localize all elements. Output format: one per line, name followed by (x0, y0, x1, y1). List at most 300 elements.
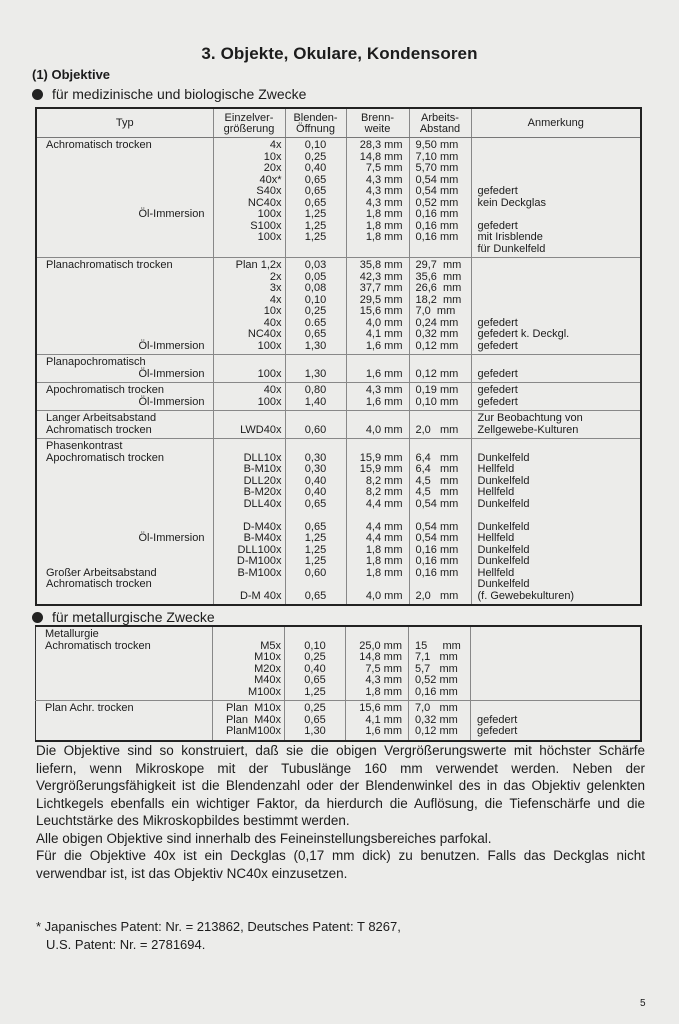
focal-length: 4,3 mm (365, 173, 403, 186)
objective-type (46, 272, 210, 284)
focal-length: 42,3 mm (359, 270, 403, 283)
remark-cell (471, 411, 641, 439)
magnification: 10x (263, 305, 282, 317)
magnification: 10x (263, 150, 282, 163)
magnification: B-M10x (243, 463, 282, 475)
remark-cell (471, 626, 641, 701)
working-distance: 26,6 mm (415, 282, 462, 294)
working-distance-cell (409, 355, 471, 383)
working-distance: 0,24 mm (415, 316, 459, 329)
remark: gefedert (477, 395, 518, 408)
objective-type: Langer Arbeitsabstand (46, 412, 157, 424)
remark: gefedert (477, 339, 518, 352)
aperture: 1,25 (304, 231, 327, 243)
focal-length: 15,6 mm (359, 702, 402, 714)
magnification: Plan 1,2x (235, 259, 282, 271)
focal-length: 14,8 mm (359, 150, 403, 163)
objective-type (46, 221, 210, 233)
remark (478, 283, 638, 295)
working-distance: 0,16 mm (415, 543, 459, 556)
aperture (288, 629, 342, 641)
paragraph: Alle obigen Objektive sind innerhalb des Feineinstellungsbereiches parfokal. (36, 830, 492, 846)
focal-length: 35,8 mm (359, 259, 403, 271)
working-distance: 18,2 mm (415, 293, 462, 306)
focal-length: 4,0 mm (365, 316, 403, 329)
working-distance: 4,5 mm (415, 474, 459, 487)
aperture: 1,25 (304, 208, 327, 220)
aperture: 0,10 (304, 139, 327, 151)
magnification: D-M100x (236, 555, 282, 567)
magnification: 100x (257, 231, 282, 243)
section-metal-label: für metallurgische Zwecke (52, 609, 215, 625)
working-distance: 0,16 mm (415, 555, 459, 567)
objective-type (46, 295, 210, 307)
focal-length-cell (346, 626, 409, 701)
magnification: B-M20x (243, 486, 282, 498)
magnification: S40x (256, 185, 282, 197)
focal-length (350, 579, 403, 591)
working-distance: 0,54 mm (415, 497, 459, 510)
focal-length: 8,2 mm (365, 474, 403, 487)
aperture: 0,65 (304, 589, 327, 602)
remark: Zellgewebe-Kulturen (477, 423, 579, 436)
objective-type (45, 687, 209, 699)
remark (478, 140, 638, 152)
objective-type (46, 186, 210, 198)
objective-type: Apochromatisch trocken (46, 451, 164, 464)
col-header-typ: Typ (36, 108, 213, 138)
objective-type (46, 510, 210, 522)
working-distance: 4,5 mm (415, 486, 459, 498)
aperture: 1,25 (304, 685, 326, 698)
working-distance (416, 441, 465, 453)
aperture: 1,30 (304, 725, 326, 737)
medical-objectives-table (35, 107, 642, 606)
magnification: M5x (260, 639, 281, 652)
remark: Hellfeld (477, 463, 515, 475)
working-distance: 35,6 mm (415, 270, 462, 283)
objective-type: Phasenkontrast (46, 440, 123, 452)
objective-type (45, 715, 209, 727)
aperture-cell (285, 439, 346, 606)
section-medical-label: für medizinische und biologische Zwecke (52, 86, 307, 102)
working-distance: 15 mm (415, 639, 461, 652)
objective-type: Achromatisch trocken (46, 139, 152, 151)
aperture: 1,40 (304, 395, 327, 408)
magnification: 100x (257, 339, 282, 352)
remark: Hellfeld (477, 566, 515, 579)
focal-length: 14,8 mm (359, 651, 402, 663)
metallurgical-objectives-table (35, 625, 642, 742)
working-distance: 0,52 mm (415, 674, 458, 686)
working-distance: 0,32 mm (415, 328, 459, 340)
table-header-row (36, 108, 641, 138)
aperture: 1,25 (304, 219, 327, 232)
objective-type (46, 318, 210, 330)
objective-type-cell (36, 383, 213, 411)
focal-length: 1,8 mm (365, 555, 403, 567)
objective-type-cell (36, 411, 213, 439)
remark (478, 209, 638, 221)
body-text (36, 742, 645, 882)
objective-type (46, 329, 210, 341)
aperture-cell (285, 701, 346, 741)
working-distance-cell (409, 411, 471, 439)
focal-length: 4,3 mm (365, 384, 403, 396)
working-distance (416, 510, 465, 522)
working-distance (416, 413, 465, 425)
working-distance: 2,0 mm (415, 423, 459, 436)
bullet-icon (32, 612, 43, 623)
remark (478, 295, 638, 307)
working-distance: 0,52 mm (415, 196, 459, 209)
remark: Dunkelfeld (477, 474, 530, 487)
objective-type: Apochromatisch trocken (46, 384, 164, 396)
magnification: 4x (269, 293, 282, 306)
col-header-aperture: Blenden- Öffnung (285, 108, 346, 138)
working-distance: 0,54 mm (415, 520, 459, 533)
working-distance: 0,10 mm (415, 395, 459, 408)
objective-type-cell (36, 626, 213, 701)
aperture-cell (285, 138, 346, 258)
magnification: D-M 40x (239, 589, 282, 602)
magnification (217, 441, 282, 453)
objective-type (46, 283, 210, 295)
objective-type-cell (36, 439, 213, 606)
focal-length: 8,2 mm (365, 486, 403, 498)
focal-length: 37,7 mm (359, 282, 403, 294)
objective-type-cell (36, 355, 213, 383)
objective-type: Öl-Immersion (138, 339, 205, 352)
magnification (217, 510, 282, 522)
objective-type (46, 175, 210, 187)
remark (477, 652, 637, 664)
aperture-cell (285, 355, 346, 383)
aperture: 0,30 (304, 463, 327, 475)
aperture: 0,05 (304, 270, 327, 283)
magnification: Plan M40x (225, 713, 281, 726)
focal-length: 1,8 mm (365, 219, 403, 232)
aperture: 0,65 (304, 173, 327, 186)
working-distance-cell (409, 701, 471, 741)
aperture-cell (285, 626, 346, 701)
remark: gefedert (477, 367, 518, 380)
magnification: DLL40x (243, 497, 282, 510)
remark: Dunkelfeld (477, 497, 530, 510)
magnification-cell (213, 439, 285, 606)
table-row (36, 626, 641, 701)
focal-length-cell (346, 383, 409, 411)
remark (477, 687, 637, 699)
objective-type (45, 652, 209, 664)
remark: Zur Beobachtung von (477, 412, 583, 424)
focal-length: 1,8 mm (365, 208, 403, 220)
remark: gefedert (477, 725, 518, 737)
objective-type-cell (36, 701, 213, 741)
working-distance: 2,0 mm (415, 589, 459, 602)
focal-length: 1,6 mm (365, 339, 403, 352)
remark-cell (471, 383, 641, 411)
aperture: 0,25 (304, 150, 327, 163)
objective-type: Planapochromatisch (46, 356, 146, 368)
remark (477, 641, 637, 653)
remark: mit Irisblende (477, 231, 543, 243)
focal-length: 15,9 mm (359, 463, 403, 475)
objective-type: Öl-Immersion (138, 395, 205, 408)
working-distance: 0,16 mm (415, 685, 458, 698)
working-distance (415, 629, 464, 641)
working-distance: 0,54 mm (415, 173, 459, 186)
magnification: DLL20x (243, 474, 282, 487)
magnification (217, 244, 282, 256)
remark: Dunkelfeld (477, 555, 530, 567)
footnote-line: * Japanisches Patent: Nr. = 213862, Deutsches Patent: T 8267, (36, 919, 401, 934)
working-distance-cell (409, 138, 471, 258)
focal-length: 1,8 mm (365, 231, 403, 243)
focal-length: 1,8 mm (365, 543, 403, 556)
focal-length: 29,5 mm (359, 293, 403, 306)
working-distance: 0,32 mm (415, 713, 458, 726)
magnification: 100x (257, 395, 282, 408)
col-header-magnification: Einzelver- größerung (213, 108, 285, 138)
working-distance: 0,16 mm (415, 231, 459, 243)
aperture (289, 579, 343, 591)
aperture: 0,30 (304, 451, 327, 464)
focal-length: 4,0 mm (365, 423, 403, 436)
aperture: 0,10 (304, 639, 326, 652)
focal-length: 4,1 mm (365, 328, 403, 340)
objective-type (45, 664, 209, 676)
remark: Hellfeld (477, 486, 515, 498)
focal-length-cell (346, 701, 409, 741)
remark (478, 510, 638, 522)
aperture: 0,65 (304, 674, 326, 686)
working-distance: 0,54 mm (415, 185, 459, 197)
page-number: 5 (640, 998, 646, 1009)
working-distance (416, 579, 465, 591)
aperture: 1,25 (304, 555, 327, 567)
remark: gefedert k. Deckgl. (477, 328, 570, 340)
working-distance: 0,16 mm (415, 208, 459, 220)
aperture: 0,60 (304, 566, 327, 579)
focal-length: 15,9 mm (359, 451, 403, 464)
magnification: 40x* (259, 173, 282, 186)
working-distance: 7,0 mm (415, 702, 458, 714)
focal-length: 4,4 mm (365, 497, 403, 510)
focal-length: 28,3 mm (359, 139, 403, 151)
aperture-cell (285, 411, 346, 439)
focal-length (350, 357, 403, 369)
focal-length: 15,6 mm (359, 305, 403, 317)
magnification-cell (213, 383, 285, 411)
aperture: 0,65 (304, 520, 327, 533)
remark (478, 163, 638, 175)
working-distance: 0,16 mm (415, 566, 459, 579)
aperture: 0,65 (304, 713, 326, 726)
focal-length-cell (346, 411, 409, 439)
patent-footnote (36, 918, 401, 954)
aperture (289, 244, 343, 256)
objective-type: Öl-Immersion (138, 208, 205, 220)
section-metal-heading (32, 609, 215, 625)
objective-type (46, 476, 210, 488)
aperture: 0.65 (304, 316, 327, 329)
focal-length: 1,6 mm (365, 725, 402, 737)
working-distance: 9,50 mm (415, 139, 459, 151)
working-distance-cell (409, 258, 471, 355)
aperture-cell (285, 258, 346, 355)
remark: gefedert (477, 713, 518, 726)
focal-length-cell (346, 258, 409, 355)
working-distance: 0,12 mm (415, 725, 458, 737)
objective-type: Öl-Immersion (138, 367, 205, 380)
paragraph: Für die Objektive 40x ist ein Deckglas (0,17 mm dick) zu benutzen. Falls das Deckglas nicht verwendbar ist, ist das Objektiv NC40x einzusetzen. (36, 848, 645, 881)
table-row (36, 355, 641, 383)
aperture: 0,65 (304, 196, 327, 209)
magnification: NC40x (247, 196, 282, 209)
working-distance: 0,19 mm (415, 384, 459, 396)
col-header-focal-length: Brenn- weite (346, 108, 409, 138)
magnification: 40x (263, 384, 282, 396)
objective-type: Achromatisch trocken (45, 639, 151, 652)
working-distance: 7,1 mm (415, 651, 458, 663)
remark: gefedert (477, 219, 518, 232)
objective-type (45, 675, 209, 687)
remark: gefedert (477, 384, 518, 396)
remark (478, 260, 638, 272)
remark (477, 703, 637, 715)
focal-length: 7,5 mm (365, 662, 402, 675)
objective-type (46, 232, 210, 244)
focal-length (350, 510, 403, 522)
remark (477, 675, 637, 687)
magnification-cell (213, 258, 285, 355)
table-row (36, 383, 641, 411)
objective-type: Planachromatisch trocken (46, 259, 173, 271)
aperture: 1,25 (304, 543, 327, 556)
focal-length-cell (346, 138, 409, 258)
remark: Dunkelfeld (477, 543, 530, 556)
aperture: 0,08 (304, 282, 327, 294)
magnification-cell (213, 701, 285, 741)
aperture (289, 510, 343, 522)
objective-type (46, 163, 210, 175)
col-header-working-distance: Arbeits- Abstand (409, 108, 471, 138)
magnification: 3x (269, 282, 282, 294)
working-distance: 5,7 mm (415, 662, 458, 675)
magnification: M10x (254, 651, 281, 663)
objective-type-cell (36, 258, 213, 355)
objective-type (45, 726, 209, 738)
remark-cell (471, 701, 641, 741)
aperture: 1,30 (304, 367, 327, 380)
focal-length: 4,3 mm (365, 196, 403, 209)
aperture: 0,25 (304, 651, 326, 663)
working-distance: 6,4 mm (415, 463, 459, 475)
aperture: 0,60 (304, 423, 327, 436)
objective-type (46, 499, 210, 511)
remark: gefedert (477, 185, 518, 197)
focal-length (350, 413, 403, 425)
footnote-line: U.S. Patent: Nr. = 2781694. (46, 937, 206, 952)
working-distance: 7,10 mm (415, 150, 459, 163)
objective-type (46, 487, 210, 499)
section-medical-heading (32, 86, 306, 102)
aperture: 0,65 (304, 185, 327, 197)
aperture-cell (285, 383, 346, 411)
table-row (36, 138, 641, 258)
magnification: M20x (254, 662, 281, 675)
aperture: 0,65 (304, 328, 327, 340)
remark (477, 629, 637, 641)
magnification: B-M40x (243, 532, 282, 544)
focal-length: 25,0 mm (359, 639, 402, 652)
magnification: M100x (247, 685, 281, 698)
working-distance-cell (409, 439, 471, 606)
aperture (289, 357, 343, 369)
magnification: 40x (263, 316, 282, 329)
focal-length: 4,3 mm (365, 674, 402, 686)
objective-type: Plan Achr. trocken (45, 702, 134, 714)
aperture: 1,25 (304, 532, 327, 544)
focal-length: 4,1 mm (365, 713, 402, 726)
remark-cell (471, 138, 641, 258)
remark: für Dunkelfeld (477, 242, 546, 255)
remark (478, 357, 638, 369)
subheading-objektive: (1) Objektive (32, 67, 111, 82)
paragraph: Die Objektive sind so konstruiert, daß sie die obigen Vergrößerungswerte mit höchster Schärfe liefern, wenn Mikroskope mit der Tubuslänge 160 mm verwendet werden. Neben der Vergrößerungsfähigkeit ist die Blendenzahl oder der Blendenwinkel des in das Objektiv gelenkten Lichtkegels ebenfalls ein wichtiger Faktor, da hierdurch die Auflösung, die Tiefenschärfe und die Leuchtstärke des Mikroskopbildes bestimmt werden. (36, 743, 645, 828)
objective-type: Achromatisch trocken (46, 578, 152, 590)
remark (478, 306, 638, 318)
table-row (36, 411, 641, 439)
remark: Hellfeld (477, 532, 515, 544)
aperture: 0,40 (304, 474, 327, 487)
focal-length: 1,6 mm (365, 395, 403, 408)
aperture: 0,25 (304, 305, 327, 317)
working-distance: 0,12 mm (415, 339, 459, 352)
magnification: D-M40x (242, 520, 282, 533)
objective-type (46, 556, 210, 568)
working-distance: 0,16 mm (415, 219, 459, 232)
remark: gefedert (477, 316, 518, 329)
magnification: LWD40x (240, 423, 282, 436)
working-distance: 5,70 mm (415, 162, 459, 174)
remark: kein Deckglas (477, 196, 546, 209)
objective-type: Metallurgie (45, 628, 99, 640)
aperture: 0,40 (304, 162, 327, 174)
magnification: 2x (269, 270, 282, 283)
aperture: 0,40 (304, 486, 327, 498)
focal-length: 1,8 mm (365, 685, 402, 698)
bullet-icon (32, 89, 43, 100)
focal-length-cell (346, 355, 409, 383)
working-distance: 0,54 mm (415, 532, 459, 544)
focal-length (350, 244, 403, 256)
remark: (f. Gewebekulturen) (477, 589, 575, 602)
magnification: 4x (269, 139, 282, 151)
objective-type (46, 244, 210, 256)
table-row (36, 701, 641, 741)
focal-length: 4,4 mm (365, 520, 403, 533)
working-distance (416, 244, 465, 256)
objective-type (46, 306, 210, 318)
focal-length: 4,0 mm (365, 589, 403, 602)
remark-cell (471, 258, 641, 355)
aperture (289, 441, 343, 453)
remark (478, 152, 638, 164)
aperture: 0,10 (304, 293, 327, 306)
objective-type (46, 464, 210, 476)
